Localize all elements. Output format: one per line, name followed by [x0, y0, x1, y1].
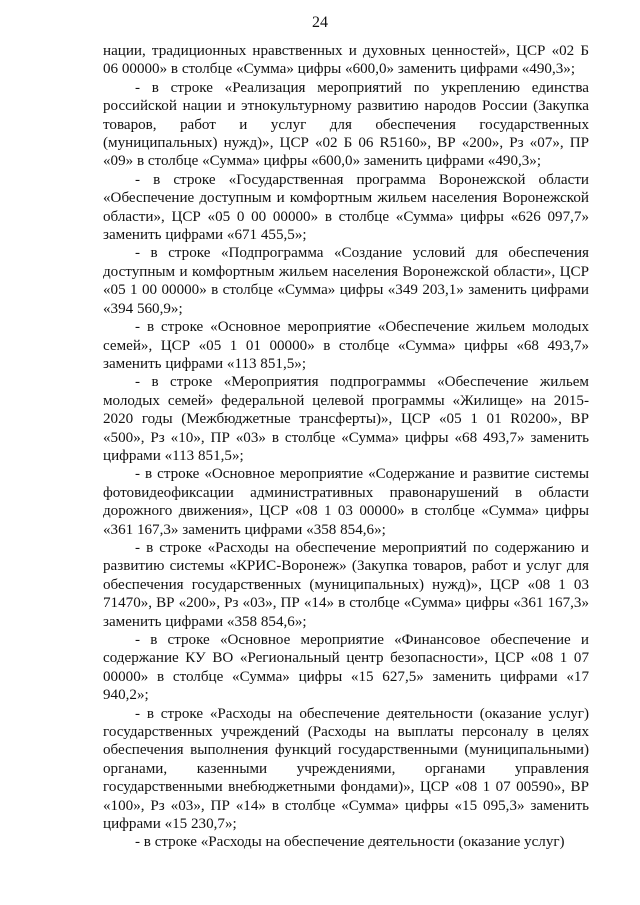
paragraph: - в строке «Подпрограмма «Создание условий для обеспечения доступным и комфортным жильем населения Воронежской области», ЦСР «05 1 00 00000» в столбце «Сумма» цифры «349 203,1» заменить цифрами «394 560,9»; — [103, 245, 589, 317]
paragraph: - в строке «Основное мероприятие «Обеспечение жильем молодых семей», ЦСР «05 1 01 00000» в столбце «Сумма» цифры «68 493,7» заменить цифрами «113 851,5»; — [103, 319, 589, 372]
paragraph: - в строке «Расходы на обеспечение деятельности (оказание услуг) государственных учреждений (Расходы на выплаты персоналу в целях обеспечения выполнения функций государственными (муниципальными) органами, казенными учреждениями, органами управления государственными внебюджетными фондами)», ЦСР «08 1 07 00590», ВР «100», Рз «03», ПР «14» в столбце «Сумма» цифры «15 095,3» заменить цифрами «15 230,7»; — [103, 705, 589, 833]
paragraph: - в строке «Основное мероприятие «Содержание и развитие системы фотовидеофиксации административных правонарушений в области дорожного движения», ЦСР «08 1 03 00000» в столбце «Сумма» цифры «361 167,3» заменить цифрами «358 854,6»; — [103, 466, 589, 538]
paragraph: нации, традиционных нравственных и духовных ценностей», ЦСР «02 Б 06 00000» в столбце «Сумма» цифры «600,0» заменить цифрами «490,3»; — [103, 43, 589, 78]
paragraph: - в строке «Расходы на обеспечение мероприятий по содержанию и развитию системы «КРИС-Воронеж» (Закупка товаров, работ и услуг для обеспечения государственных (муниципальных) нужд)», ЦСР «08 1 03 71470», ВР «200», Рз «03», ПР «14» в столбце «Сумма» цифры «361 167,3» заменить цифрами «358 854,6»; — [103, 539, 589, 630]
page-number: 24 — [312, 14, 328, 31]
paragraph: - в строке «Основное мероприятие «Финансовое обеспечение и содержание КУ ВО «Региональный центр безопасности», ЦСР «08 1 07 00000» в столбце «Сумма» цифры «15 627,5» заменить цифрами «17 940,2»; — [103, 632, 589, 704]
paragraph: - в строке «Мероприятия подпрограммы «Обеспечение жильем молодых семей» федеральной целевой программы «Жилище» на 2015-2020 годы (Межбюджетные трансферты)», ЦСР «05 1 01 R0200», ВР «500», Рз «10», ПР «03» в столбце «Сумма» цифры «68 493,7» заменить цифрами «113 851,5»; — [103, 374, 589, 464]
paragraph: - в строке «Государственная программа Воронежской области «Обеспечение доступным и комфортным жильем населения Воронежской области», ЦСР «05 0 00 00000» в столбце «Сумма» цифры «626 097,7» заменить цифрами «671 455,5»; — [103, 171, 589, 244]
paragraph: - в строке «Реализация мероприятий по укреплению единства российской нации и этнокультурному развитию народов России (Закупка товаров, работ и услуг для обеспечения государственных (муниципальных) нужд)», ЦСР «02 Б 06 R5160», ВР «200», Рз «07», ПР «09» в столбце «Сумма» цифры «600,0» заменить цифрами «490,3»; — [103, 79, 589, 170]
document-body — [103, 42, 589, 852]
paragraph: - в строке «Расходы на обеспечение деятельности (оказание услуг) — [135, 834, 565, 851]
